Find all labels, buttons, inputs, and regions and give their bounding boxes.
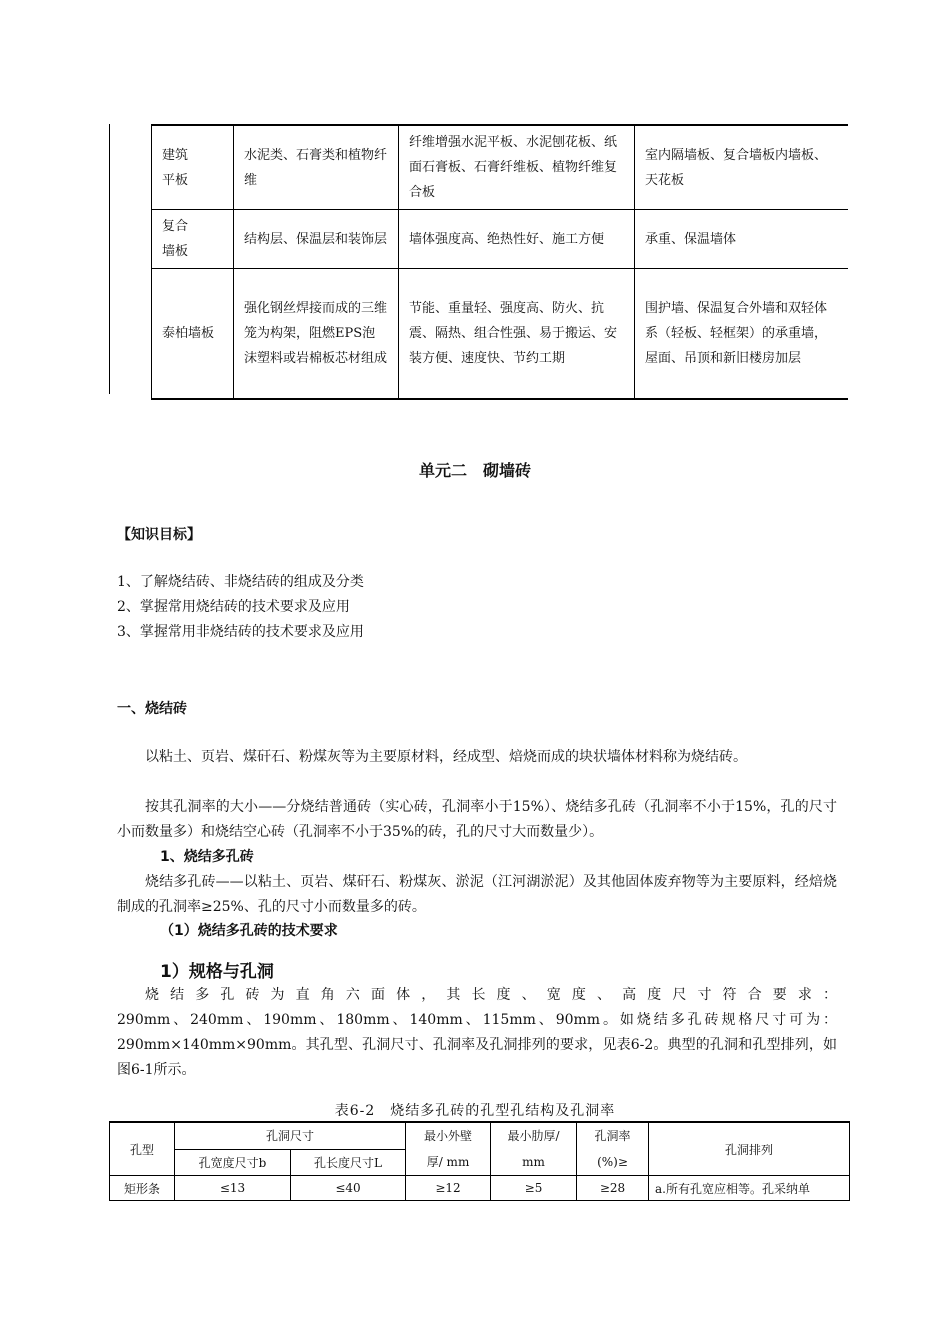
- header-cell: 孔型: [110, 1122, 175, 1176]
- paragraph: 以粘土、页岩、煤矸石、粉煤灰等为主要原材料，经成型、焙烧而成的块状墙体材料称为烧结砖。: [145, 749, 747, 765]
- table-cell: ≤40: [291, 1176, 406, 1201]
- row-types: 节能、重量轻、强度高、防火、抗震、隔热、组合性强、易于搬运、安装方便、速度快、节约工期: [399, 269, 635, 399]
- header-cell: 孔洞排列: [649, 1122, 850, 1176]
- table-row: [110, 1176, 850, 1201]
- row-name: 泰柏墙板: [152, 269, 234, 399]
- header-cell: 厚/ mm: [426, 1155, 470, 1169]
- table-left-margin-line: [109, 124, 110, 394]
- objectives-list: [117, 570, 364, 645]
- table-row: [152, 125, 848, 210]
- table-row: [152, 269, 848, 399]
- table-caption: 表6-2 烧结多孔砖的孔型孔结构及孔洞率: [334, 1103, 616, 1119]
- table-cell: ≥28: [577, 1176, 649, 1201]
- header-cell: 孔洞率: [594, 1129, 631, 1143]
- header-cell: 孔宽度尺寸b: [175, 1149, 291, 1176]
- row-types: 墙体强度高、绝热性好、施工方便: [399, 210, 635, 269]
- row-usage: 室内隔墙板、复合墙板内墙板、天花板: [635, 125, 848, 210]
- paragraph: 按其孔洞率的大小——分烧结普通砖（实心砖，孔洞率小于15%）、烧结多孔砖（孔洞率不小于15%，孔的尺寸小而数量多）和烧结空心砖（孔洞率不小于35%的砖，孔的尺寸大而数量少）。: [117, 799, 837, 840]
- subsection-heading: 1）规格与孔洞: [160, 962, 274, 982]
- list-item: 1、了解烧结砖、非烧结砖的组成及分类: [117, 574, 364, 590]
- table-row: [152, 210, 848, 269]
- row-material: 结构层、保温层和装饰层: [234, 210, 399, 269]
- subsection-heading: 1、烧结多孔砖: [160, 849, 254, 865]
- table-cell: ≤13: [175, 1176, 291, 1201]
- subsection-heading: （1）烧结多孔砖的技术要求: [160, 923, 338, 939]
- header-cell: 最小外壁: [424, 1129, 473, 1143]
- row-name: 平板: [162, 172, 189, 188]
- unit-title: 单元二 砌墙砖: [418, 461, 531, 480]
- header-cell: mm: [522, 1155, 545, 1169]
- row-material: 水泥类、石膏类和植物纤维: [234, 125, 399, 210]
- paragraph: 烧结多孔砖——以粘土、页岩、煤矸石、粉煤灰、淤泥（江河湖淤泥）及其他固体废弃物等为主要原料，经焙烧制成的孔洞率≥25%、孔的尺寸小而数量多的砖。: [117, 874, 837, 915]
- paragraph-line: 烧结多孔砖为直角六面体，其长度、宽度、高度尺寸符合要求：: [145, 987, 837, 1003]
- table-header-row: [110, 1122, 850, 1149]
- wall-panel-table: [151, 124, 848, 400]
- section-heading: 一、烧结砖: [117, 701, 187, 717]
- list-item: 2、掌握常用烧结砖的技术要求及应用: [117, 599, 350, 615]
- row-name: 墙板: [162, 244, 189, 259]
- row-material: 强化钢丝焊接而成的三维笼为构架，阻燃EPS泡沫塑料或岩棉板芯材组成: [234, 269, 399, 399]
- list-item: 3、掌握常用非烧结砖的技术要求及应用: [117, 624, 364, 640]
- hole-structure-table: [109, 1121, 850, 1201]
- paragraph: 290mm、240mm、190mm、180mm、140mm、115mm、90mm。如烧结多孔砖规格尺寸可为：290mm×140mm×90mm。其孔型、孔洞尺寸、孔洞率及孔洞排列的要求，见表6-2。典型的孔洞和孔型排列，如图6-1所示。: [117, 1012, 837, 1078]
- header-cell: 孔洞尺寸: [175, 1122, 406, 1149]
- header-cell: 最小肋厚/: [507, 1129, 560, 1143]
- row-name: 复合: [162, 219, 189, 234]
- knowledge-heading: 【知识目标】: [117, 527, 201, 543]
- row-usage: 围护墙、保温复合外墙和双轻体系（轻板、轻框架）的承重墙，屋面、吊顶和新旧楼房加层: [635, 269, 848, 399]
- table-cell: a.所有孔宽应相等。孔采纳单: [649, 1176, 850, 1201]
- table-cell: ≥5: [491, 1176, 577, 1201]
- table-cell: ≥12: [406, 1176, 491, 1201]
- row-types: 纤维增强水泥平板、水泥刨花板、纸面石膏板、石膏纤维板、植物纤维复合板: [399, 125, 635, 210]
- header-cell: (%)≥: [597, 1155, 628, 1169]
- table-cell: 矩形条: [110, 1176, 175, 1201]
- row-usage: 承重、保温墙体: [635, 210, 848, 269]
- header-cell: 孔长度尺寸L: [291, 1149, 406, 1176]
- row-name: 建筑: [162, 147, 189, 163]
